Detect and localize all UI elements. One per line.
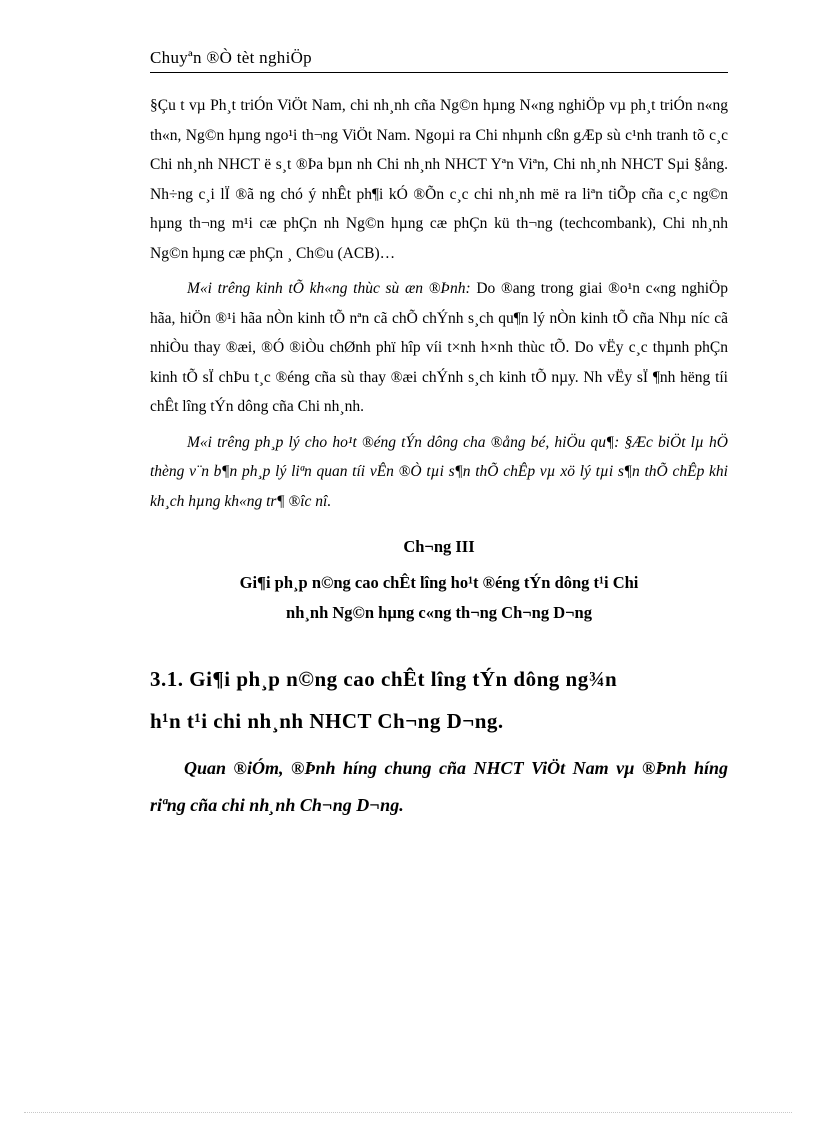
chapter-title: Ch¬ng III: [403, 537, 475, 556]
page-bottom-divider: [24, 1112, 792, 1113]
chapter-subtitle-line-1: Gi¶i ph¸p n©ng cao chÊt lîng ho¹t ®éng tÝn dông t¹i Chi: [239, 573, 639, 592]
section-heading-line-2: h¹n t¹i chi nh¸nh NHCT Ch¬ng D¬ng.: [150, 709, 504, 733]
body-paragraph-1: §Çu t vµ Ph¸t triÓn ViÖt Nam, chi nh¸nh cña Ng©n hµng N«ng nghiÖp vµ ph¸t triÓn n«ng th«n, Ng©n hµng ngo¹i th¬ng ViÖt Nam. Ngoµi ra Chi nhµnh cßn gÆp sù c¹nh tranh tõ c¸c Chi nh¸nh NHCT ë s¸t ®Þa bµn nh Chi nh¸nh NHCT Yªn Viªn, Chi nh¸nh NHCT Sµi §ång. Nh÷ng c¸i lÏ ®ã ng chó ý nhÊt ph¶i kÓ ®Õn c¸c chi nh¸nh më ra liªn tiÕp cña c¸c ng©n hµng th¬ng m¹i cæ phÇn nh Ng©n hµng cæ phÇn kü th¬ng (techcombank), Chi nh¸nh Ng©n hµng cæ phÇn ¸ Ch©u (ACB)…: [150, 97, 728, 262]
document-page: [150, 44, 728, 824]
paragraph-2-body: Do ®ang trong giai ®o¹n c«ng nghiÖp hãa, hiÖn ®¹i hãa nÒn kinh tÕ nªn cã chÕ chÝnh s¸ch qu¶n lý nÒn kinh tÕ cña Nhµ níc cã nhiÒu thay ®æi, ®Ó ®iÒu chØnh phï hîp víi t×nh h×nh thùc tÕ. Do vËy c¸c thµnh phÇn kinh tÕ sÏ chÞu t¸c ®éng cña sù thay ®æi chÝnh s¸ch kinh tÕ nµy. Nh vËy sÏ ¶nh hëng tíi chÊt lîng tÝn dông cña Chi nh¸nh.: [150, 280, 728, 415]
running-header: Chuyªn ®Ò tèt nghiÖp: [150, 44, 728, 73]
section-heading: [150, 658, 728, 742]
paragraph-2-italic-lead: M«i trêng kinh tÕ kh«ng thùc sù æn ®Þnh:: [187, 280, 471, 297]
chapter-subtitle: [150, 568, 728, 628]
chapter-subtitle-line-2: nh¸nh Ng©n hµng c«ng th¬ng Ch¬ng D¬ng: [286, 603, 592, 622]
body-paragraph-3: M«i trêng ph¸p lý cho ho¹t ®éng tÝn dông cha ®ång bé, hiÖu qu¶: §Æc biÖt lµ hÖ thèng v¨n b¶n ph¸p lý liªn quan tíi vÊn ®Ò tµi s¶n thÕ chÊp vµ xö lý tµi s¶n thÕ chÊp khi kh¸ch hµng kh«ng tr¶ ®îc nî.: [150, 433, 728, 510]
body-paragraph-2: [150, 274, 728, 422]
section-subheading: Quan ®iÓm, ®Þnh híng chung cña NHCT ViÖt Nam vµ ®Þnh híng riªng cña chi nh¸nh Ch¬ng D¬ng.: [150, 758, 728, 815]
section-heading-line-1: 3.1. Gi¶i ph¸p n©ng cao chÊt lîng tÝn dông ng¾n: [150, 667, 618, 691]
